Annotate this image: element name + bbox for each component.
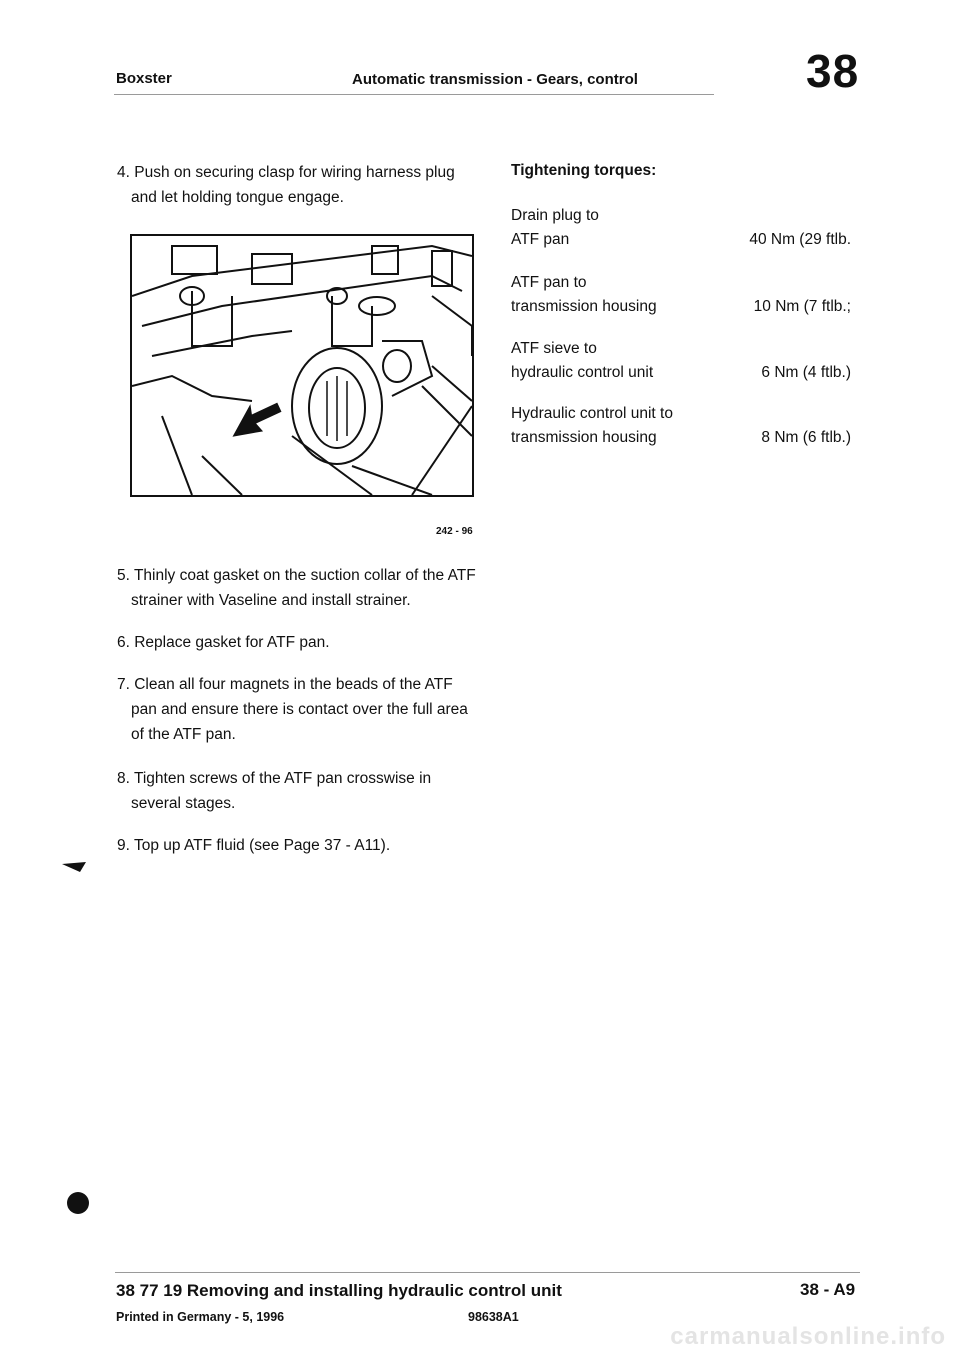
footer-title: 38 77 19 Removing and installing hydraulic control unit <box>116 1281 562 1300</box>
header-model: Boxster <box>116 70 172 87</box>
torque-label-line1: ATF pan to <box>511 274 587 291</box>
torque-label-line1: Drain plug to <box>511 207 599 224</box>
torque-value: 10 Nm (7 ftlb.; <box>753 298 851 315</box>
torques-title: Tightening torques: <box>511 162 657 179</box>
footer-printed: Printed in Germany - 5, 1996 <box>116 1310 285 1324</box>
torque-label-line1: ATF sieve to <box>511 340 597 357</box>
step-4 <box>117 160 477 210</box>
torque-value: 6 Nm (4 ftlb.) <box>761 364 851 381</box>
torque-row <box>511 271 851 319</box>
figure-caption: 242 - 96 <box>436 526 473 537</box>
step-8-text: 8. Tighten screws of the ATF pan crosswise in several stages. <box>117 770 432 812</box>
step-7-text: 7. Clean all four magnets in the beads of the ATF pan and ensure there is contact over the full area of the ATF pan. <box>117 676 468 743</box>
torque-row <box>511 402 851 450</box>
step-9-text: 9. Top up ATF fluid (see Page 37 - A11). <box>117 837 391 854</box>
step-7 <box>117 672 477 747</box>
torque-label-line1: Hydraulic control unit to <box>511 405 673 422</box>
torque-row <box>511 204 851 252</box>
torque-value: 40 Nm (29 ftlb. <box>749 231 851 248</box>
footer-code: 98638A1 <box>468 1310 519 1324</box>
pointer-arrow-icon <box>223 394 286 444</box>
chapter-number: 38 <box>806 45 860 97</box>
step-9 <box>117 833 477 858</box>
watermark: carmanualsonline.info <box>670 1323 946 1350</box>
header-rule <box>114 94 714 95</box>
torque-label-line2: hydraulic control unit <box>511 364 654 381</box>
step-6-text: 6. Replace gasket for ATF pan. <box>117 634 330 651</box>
step-5-text: 5. Thinly coat gasket on the suction collar of the ATF strainer with Vaseline and install strainer. <box>117 567 476 609</box>
footer-rule <box>115 1272 860 1273</box>
figure-wiring-plug <box>130 234 474 497</box>
torque-row <box>511 337 851 385</box>
margin-change-mark-icon <box>62 862 86 872</box>
step-6 <box>117 630 477 655</box>
step-8 <box>117 766 477 816</box>
header-section-title: Automatic transmission - Gears, control <box>352 71 638 88</box>
step-5 <box>117 563 477 613</box>
footer-page-number: 38 - A9 <box>800 1280 856 1299</box>
torque-label-line2: transmission housing <box>511 298 657 315</box>
margin-dot-icon <box>67 1192 89 1214</box>
wiring-harness-illustration <box>132 236 472 495</box>
torque-label-line2: ATF pan <box>511 231 570 248</box>
step-4-text: 4. Push on securing clasp for wiring harness plug and let holding tongue engage. <box>117 164 455 206</box>
torque-value: 8 Nm (6 ftlb.) <box>761 429 851 446</box>
torque-label-line2: transmission housing <box>511 429 657 446</box>
